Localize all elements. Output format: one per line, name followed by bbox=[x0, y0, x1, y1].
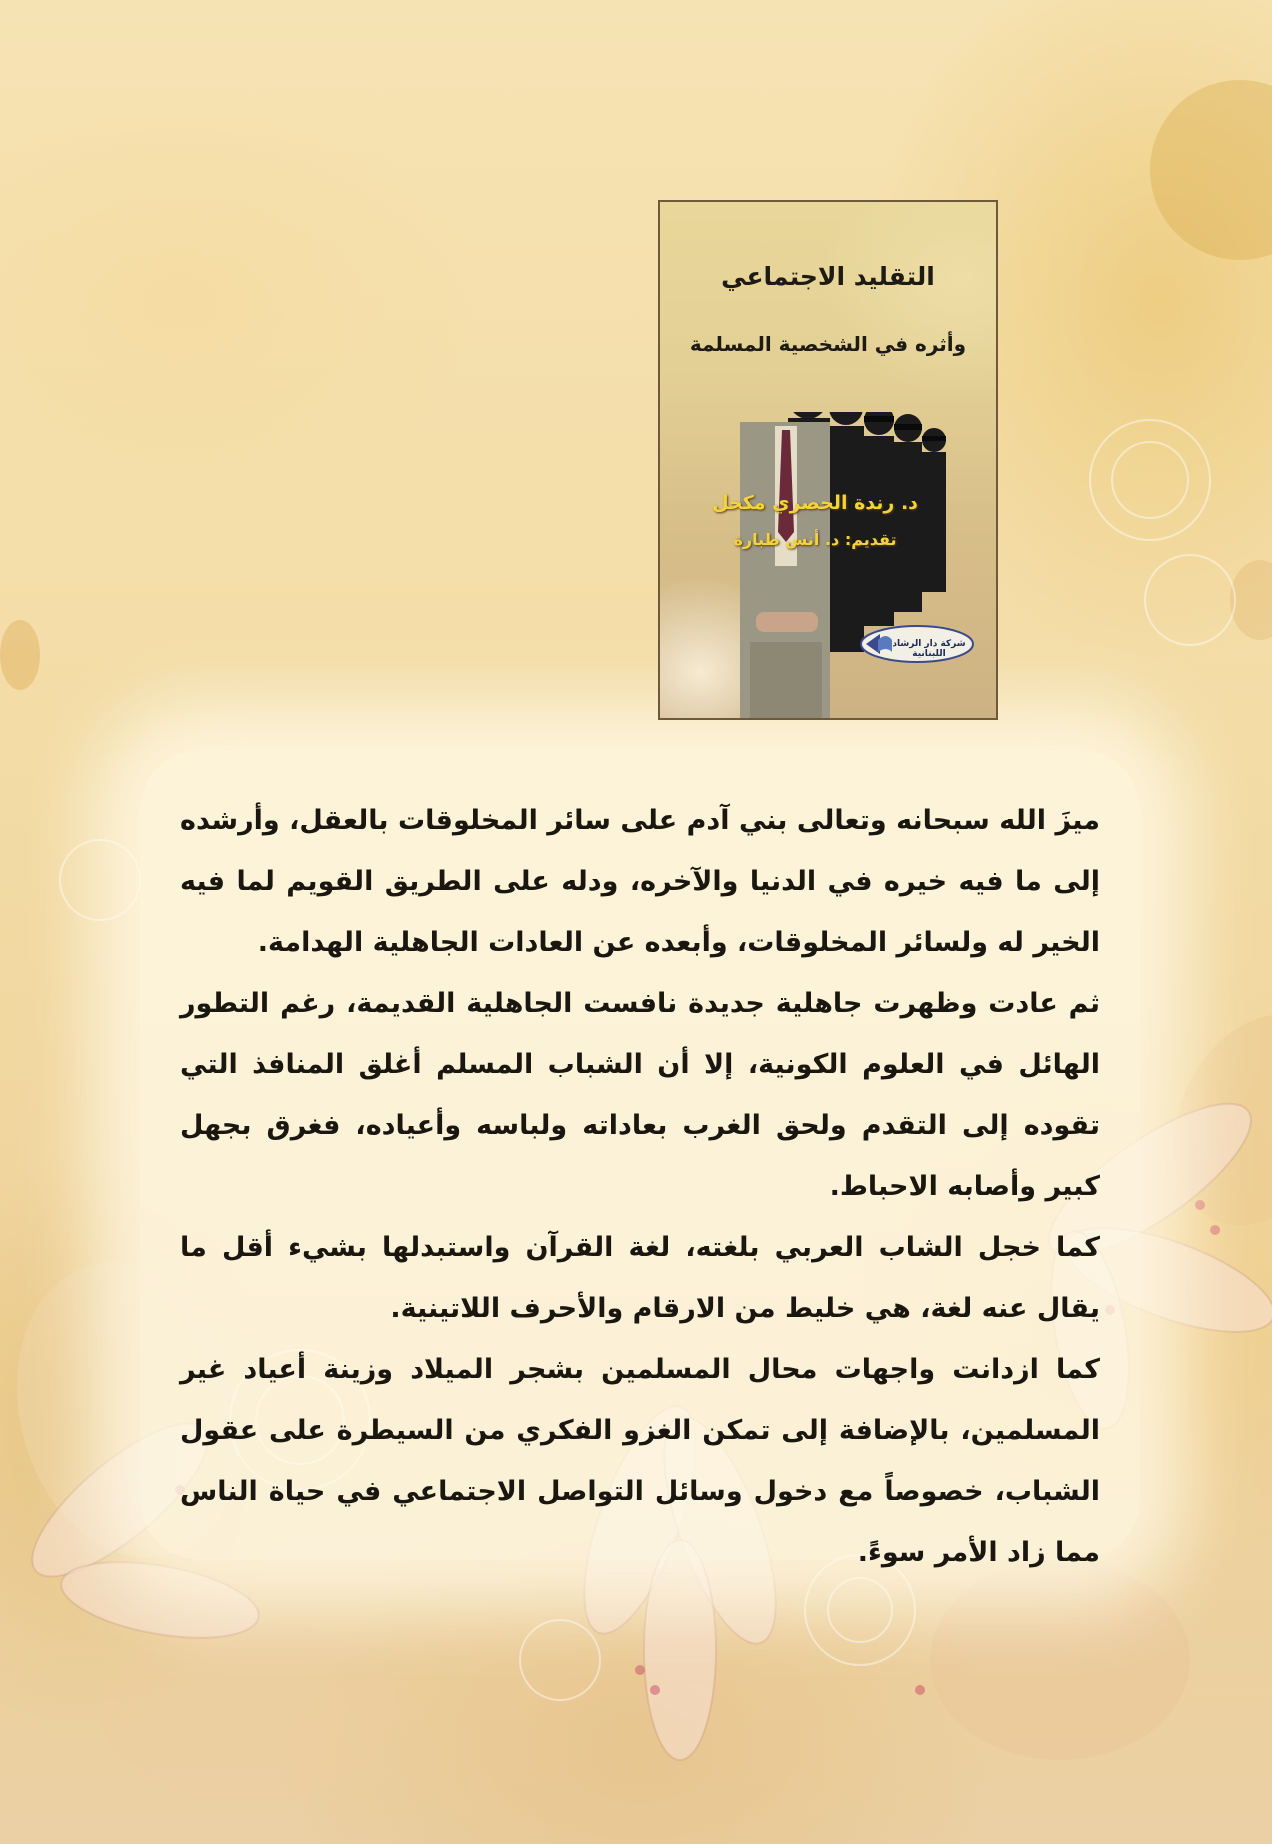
book-cover-thumbnail bbox=[658, 200, 998, 720]
blurb-paragraph: ميزَ الله سبحانه وتعالى بني آدم على سائر المخلوقات بالعقل، وأرشده إلى ما فيه خيره في الدنيا والآخره، ودله على الطريق القويم لما فيه الخير له ولسائر المخلوقات، وأبعده عن العادات الجاهلية الهدامة. bbox=[180, 805, 1100, 958]
book-title: التقليد الاجتماعي bbox=[721, 262, 935, 291]
blurb-paragraph: كما ازدانت واجهات محال المسلمين بشجر الميلاد وزينة أعياد غير المسلمين، بالإضافة إلى تمكن الغزو الفكري من السيطرة على عقول الشباب، خصوصاً مع دخول وسائل التواصل الاجتماعي في حياة الناس مما زاد الأمر سوءً. bbox=[180, 1354, 1100, 1568]
book-subtitle: وأثره في الشخصية المسلمة bbox=[689, 332, 967, 356]
blurb-paragraph: ثم عادت وظهرت جاهلية جديدة نافست الجاهلية القديمة، رغم التطور الهائل في العلوم الكونية، إلا أن الشباب المسلم أغلق المنافذ التي تقوده إلى التقدم ولحق الغرب بعاداته ولباسه وأعياده، فغرق بجهل كبير وأصابه الاحباط. bbox=[180, 988, 1100, 1202]
blindfolded-figures-illustration bbox=[660, 412, 996, 720]
back-cover-blurb bbox=[180, 790, 1100, 1583]
book-author: د. رندة الحصري مكحل bbox=[712, 492, 918, 514]
publisher-name: شركة دار الرشاد اللبنانية bbox=[892, 639, 966, 659]
book-introduction-credit: تقديم: د. أنس طبارة bbox=[733, 530, 897, 549]
blurb-paragraph: كما خجل الشاب العربي بلغته، لغة القرآن واستبدلها بشيء أقل ما يقال عنه لغة، هي خليط من الارقام والأحرف اللاتينية. bbox=[180, 1232, 1100, 1324]
